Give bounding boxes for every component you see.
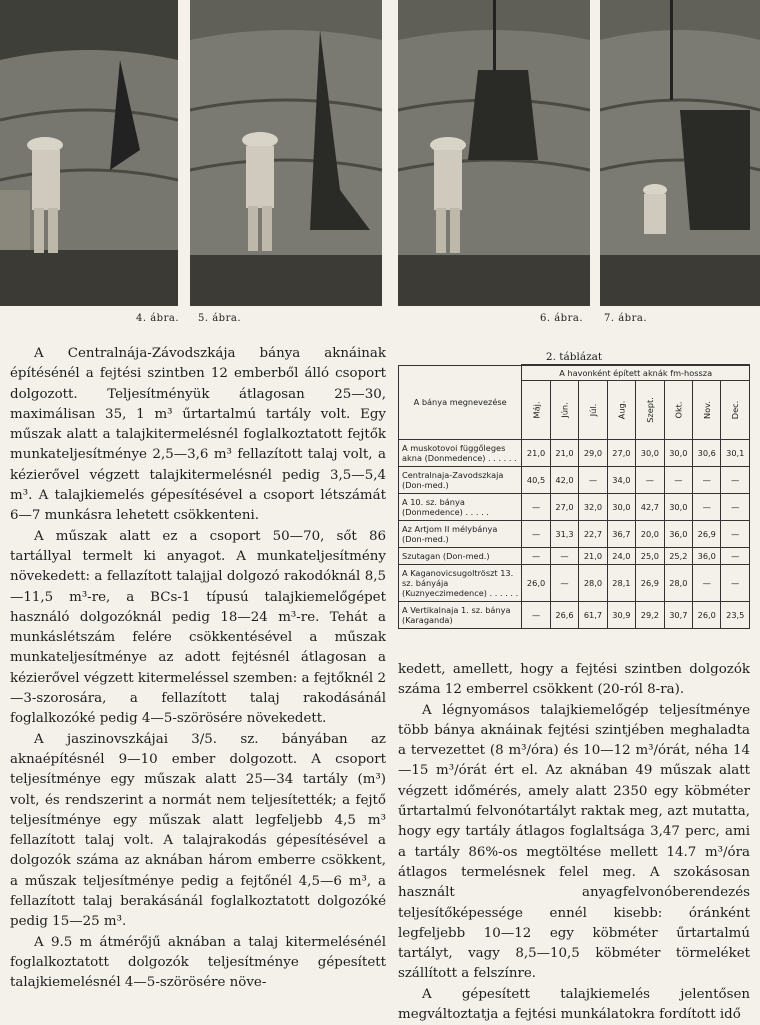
table-cell: — [664,467,692,494]
table-cell: — [522,521,550,548]
table-row [399,440,750,467]
mine-name: Centralnaja-Zavodszkaja (Don-med.) [399,467,522,494]
table-cell: 32,0 [579,494,607,521]
table-cell: — [721,565,750,602]
table-cell: 30,0 [664,494,692,521]
mine-name: A Vertikalnaja 1. sz. bánya (Karaganda) [399,602,522,629]
data-table [398,364,750,629]
month-header: Jún. [550,381,578,440]
table-cell: — [693,494,721,521]
table-cell: 30,0 [607,494,635,521]
figure-4-photo [0,0,178,306]
table-cell: 36,7 [607,521,635,548]
table-cell: 20,0 [636,521,664,548]
table-row [399,494,750,521]
table-cell: — [522,548,550,565]
mine-name: Szutagan (Don-med.) [399,548,522,565]
table-cell: 24,0 [607,548,635,565]
table-cell: — [636,467,664,494]
table-row [399,602,750,629]
right-column [398,660,750,1025]
table-cell: 34,0 [607,467,635,494]
mine-name: A 10. sz. bánya (Donmedence) . . . . . [399,494,522,521]
month-header: Júl. [579,381,607,440]
month-header: Okt. [664,381,692,440]
table-cell: 29,0 [579,440,607,467]
table-cell: 31,3 [550,521,578,548]
table-cell: 28,0 [664,565,692,602]
table-cell: — [721,467,750,494]
paragraph: A gépesített talajkiemelés jelentősen megváltoztatja a fejtési munkálatokra fordított idő [398,986,750,1023]
month-header: Nov. [693,381,721,440]
table-cell: 30,7 [664,602,692,629]
paragraph: kedett, amellett, hogy a fejtési szintben dolgozók száma 12 emberrel csökkent (20-ról 8-ra). [398,662,750,698]
paragraph: A műszak alatt ez a csoport 50—70, sőt 86 tartállyal termelt ki anyagot. A munkateljesítmény növekedett: a fellazított talajjal dolgozó rakodóknál 8,5—11,5 m³-re, a BCs-1 típusú talajkiemelőgépet használó dolgozóknál pedig 18—24 m³-re. Tehát a munkáslétszám felére csökkentésével a műszak munkateljesítménye az adott fejtésnél átlagosan a kézierővel végzett kitermeléssel szemben: a fejtőknél 2—3-szorosára, a fellazított talaj rakodásánál foglalkozóké pedig 4—5-szörösére növekedett. [10,528,386,727]
table-cell: 26,9 [693,521,721,548]
figure-5-photo [190,0,382,306]
table-cell: 61,7 [579,602,607,629]
month-header: Szept. [636,381,664,440]
mine-name: A muskotovoi függőleges akna (Donmedence) . . . . . . [399,440,522,467]
table-cell: 30,6 [693,440,721,467]
figure-6-photo [398,0,590,306]
mine-name: A Kaganovicsugoltröszt 13. sz. bányája (Kuznyeczimedence) . . . . . . [399,565,522,602]
table-cell: — [550,565,578,602]
table-cell: 25,0 [636,548,664,565]
table-cell: 30,0 [664,440,692,467]
table-cell: — [693,565,721,602]
figure-7-caption: 7. ábra. [604,313,648,324]
table-cell: 26,0 [522,565,550,602]
paragraph: A jaszinovszkájai 3/5. sz. bányában az aknaépítésnél 9—10 ember dolgozott. A csoport teljesítménye egy műszak alatt 25—34 tartály (m³) volt, és rendszerint a normát nem teljesítették; a fejtő teljesítménye egy műszak alatt legfeljebb 4,5 m³ fellazított talaj volt. A talajrakodás gépesítésével a dolgozók száma az aknában három emberre csökkent, a műszak teljesítménye pedig a fejtőnél 4,5—6 m³, a fellazított talaj berakásánál foglalkoztatott dolgozóké pedig 15—25 m³. [10,731,386,930]
table-cell: — [693,467,721,494]
table-cell: 30,0 [636,440,664,467]
table-cell: — [721,521,750,548]
month-header: Dec. [721,381,750,440]
table-cell: 28,1 [607,565,635,602]
figure-5-caption: 5. ábra. [198,313,242,324]
table-cell: 21,0 [522,440,550,467]
table-cell: 26,0 [693,602,721,629]
table-cell: 28,0 [579,565,607,602]
table-cell: 27,0 [607,440,635,467]
table-cell: — [522,602,550,629]
table-cell: 21,0 [579,548,607,565]
table-title: 2. táblázat [545,351,603,363]
figure-7-photo [600,0,760,306]
mine-name: Az Artjom II mélybánya (Don-med.) [399,521,522,548]
table-row [399,565,750,602]
table-cell: 22,7 [579,521,607,548]
month-header: Aug. [607,381,635,440]
table-cell: 36,0 [693,548,721,565]
table-row [399,521,750,548]
table-cell: 25,2 [664,548,692,565]
table-cell: 26,9 [636,565,664,602]
table-cell: 42,7 [636,494,664,521]
table-cell: 40,5 [522,467,550,494]
table-cell: 26,6 [550,602,578,629]
table-cell: 30,9 [607,602,635,629]
figure-6-caption: 6. ábra. [540,313,584,324]
table-cell: — [522,494,550,521]
left-column [10,344,386,994]
table-cell: 21,0 [550,440,578,467]
table-cell: 23,5 [721,602,750,629]
paragraph: A légnyomásos talajkiemelőgép teljesítménye több bánya aknáinak fejtési szintjében meghaladta a tervezettet (8 m³/óra) és 10—12 m³/órát, néha 14—15 m³/órát ért el. Az aknában 49 műszak alatt végzett időmérés, amely alatt 2350 egy köbméter űrtartalmú felvonótartályt raktak meg, azt mutatta, hogy egy tartály átlagos foglaltsága 3,47 perc, ami a tartály 86%-os megtöltése mellett 14.7 m³/óra átlagos termelésnek felel meg. A szokásosan használt anyagfelvonóberendezés teljesítőképessége ennél kisebb: óránként legfeljebb 10—12 egy köbméter űrtartalmú tartályt, vagy 8,5—10,5 köbméter törmeléket szállított a felszínre. [398,702,750,982]
table-cell: — [721,548,750,565]
table-cell: 27,0 [550,494,578,521]
table-cell: — [579,467,607,494]
table-cell: — [550,548,578,565]
paragraph: A Centralnája-Závodszkája bánya aknáinak építésénél a fejtési szintben 12 emberből álló csoport dolgozott. Teljesítményük átlagosan 25—30, maximálisan 35, 1 m³ űrtartalmú tartály volt. Egy műszak alatt a talajkitermelésnél foglalkoztatott fejtők munkateljesítménye 2,5—3,6 m³ fellazított talaj volt, a kézierővel végzett talajkitermelésnél pedig 3,5—5,4 m³. A talajkiemelés gépesítésével a csoport létszámát 6—7 munkásra lehetett csökkenteni. [10,346,386,524]
table-cell: 42,0 [550,467,578,494]
table-cell: 36,0 [664,521,692,548]
table-row [399,548,750,565]
table-row [399,467,750,494]
table-cell: — [721,494,750,521]
month-header: Máj. [522,381,550,440]
row-header: A bánya megnevezése [399,365,522,440]
paragraph: A 9.5 m átmérőjű aknában a talaj kitermelésénél foglalkoztatott dolgozók teljesítménye gépesített talajkiemelésnél 4—5-szörösére növe- [10,934,386,991]
table-cell: 30,1 [721,440,750,467]
table-cell: 29,2 [636,602,664,629]
figure-4-caption: 4. ábra. [136,313,180,324]
group-header: A havonként épített aknák fm-hossza [522,365,750,381]
